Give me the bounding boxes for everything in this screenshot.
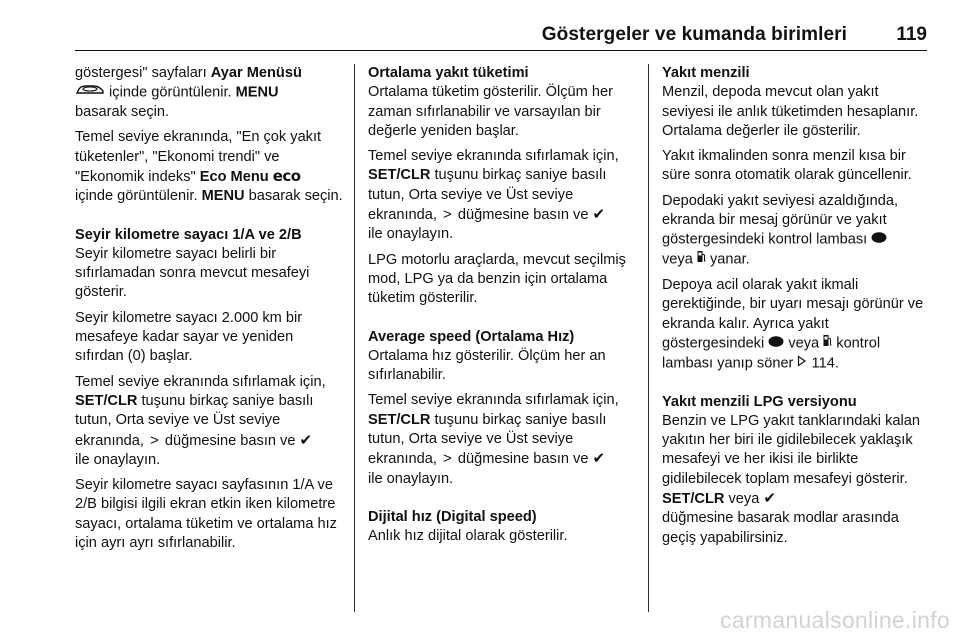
- paragraph-low-fuel: [662, 192, 932, 270]
- chevron-right-icon: >: [150, 431, 159, 449]
- text: ile onaylayın.: [368, 470, 454, 487]
- heading-trip-odometer: Seyir kilometre sayacı 1/A ve 2/B: [75, 226, 302, 243]
- watermark: carmanualsonline.info: [719, 607, 950, 633]
- checkmark-icon: ✔: [763, 490, 776, 507]
- fuel-pump-icon: [823, 334, 832, 353]
- heading-digital-speed: Dijital hız (Digital speed): [368, 508, 537, 525]
- paragraph-speed-reset: [368, 391, 636, 488]
- text: veya: [724, 491, 764, 507]
- set-clr-label: SET/CLR: [75, 392, 138, 409]
- text: Benzin ve LPG yakıt tanklarındaki kalan yakıtın her biri ile gidilebilecek yaklaşık mesafeyi ve her ikisi ile birlikte gidilebilecek toplam mesafeyi gösterir.: [662, 412, 920, 487]
- page-reference[interactable]: 114: [811, 355, 835, 372]
- text: basarak seçin.: [244, 188, 343, 205]
- column-1: [75, 64, 343, 559]
- paragraph-range-update: Yakıt ikmalinden sonra menzil kısa bir süre sonra otomatik olarak güncellenir.: [662, 148, 912, 184]
- column-divider-1: [354, 64, 355, 612]
- text: düğmesine basın ve: [160, 432, 300, 449]
- text: ile onaylayın.: [75, 451, 161, 468]
- fuel-warning-lamp-icon: [871, 230, 887, 249]
- text: tuşunu birkaç saniye basılı tutun, Orta seviye ve Üst seviye ekranında,: [75, 392, 314, 449]
- menu-key-label: MENU: [235, 84, 279, 101]
- text: Depoya acil olarak yakıt ikmali gerektiğinde, bir uyarı mesajı görünür ve ekranda kalır. Ayrıca yakıt göstergesindeki: [662, 277, 924, 352]
- eco-menu-label: Eco Menu: [199, 169, 273, 185]
- text: Temel seviye ekranında, "En çok yakıt tüketenler", "Ekonomi trendi" ve "Ekonomik indeks": [75, 129, 322, 185]
- paragraph-avg-lpg: LPG motorlu araçlarda, mevcut seçilmiş mod, LPG ya da benzin için ortalama tüketim gösterilir.: [368, 251, 626, 307]
- page-header: [75, 24, 927, 54]
- checkmark-icon: ✔: [592, 450, 606, 468]
- paragraph-menu-intro: [75, 64, 343, 122]
- text: düğmesine basarak modlar arasında geçiş yapabilirsiniz.: [662, 510, 899, 546]
- paragraph-trip-range: Seyir kilometre sayacı 2.000 km bir mesafeye kadar sayar ve yeniden sıfırdan (0) başlar.: [75, 309, 303, 365]
- text: .: [834, 355, 839, 372]
- set-clr-label: SET/CLR: [368, 411, 431, 428]
- text: göstergesi" sayfaları: [75, 65, 211, 81]
- paragraph-eco-menu: [75, 128, 343, 206]
- heading-fuel-range: Yakıt menzili: [662, 65, 750, 81]
- page-header-title: Göstergeler ve kumanda birimleri: [541, 24, 847, 45]
- checkmark-icon: ✔: [592, 206, 606, 224]
- text: içinde görüntülenir.: [105, 84, 236, 101]
- fuel-pump-icon: [697, 250, 706, 269]
- column-2: [368, 64, 636, 553]
- set-clr-label: SET/CLR: [368, 167, 431, 184]
- heading-fuel-range-lpg: Yakıt menzili LPG versiyonu: [662, 393, 857, 410]
- text: düğmesine basın ve: [453, 451, 593, 468]
- text: Depodaki yakıt seviyesi azaldığında, ekranda bir mesaj görünür ve yakıt göstergesindeki kontrol lambası: [662, 192, 899, 248]
- text: tuşunu birkaç saniye basılı tutun, Orta seviye ve Üst seviye ekranında,: [368, 411, 607, 468]
- paragraph-range-desc: Menzil, depoda mevcut olan yakıt seviyesi ile anlık tüketimden hesaplanır. Ortalama değerler ile gösterilir.: [662, 84, 919, 139]
- menu-key-label: MENU: [201, 188, 245, 205]
- text: düğmesine basın ve: [453, 207, 593, 224]
- page-number: 119: [896, 24, 927, 45]
- paragraph-trip-reset: [75, 373, 343, 470]
- paragraph-digital-desc: Anlık hız dijital olarak gösterilir.: [368, 528, 568, 545]
- text: Temel seviye ekranında sıfırlamak için,: [75, 373, 326, 390]
- page-reference-arrow-icon: [797, 354, 807, 373]
- paragraph-speed-desc: Ortalama hız gösterilir. Ölçüm her an sıfırlanabilir.: [368, 347, 606, 384]
- text: Temel seviye ekranında sıfırlamak için,: [368, 148, 619, 165]
- paragraph-lpg-desc: [662, 412, 932, 548]
- heading-average-speed: Average speed (Ortalama Hız): [368, 328, 575, 345]
- text: tuşunu birkaç saniye basılı tutun, Orta seviye ve Üst seviye ekranında,: [368, 167, 607, 224]
- paragraph-avg-reset: [368, 147, 636, 244]
- text: Temel seviye ekranında sıfırlamak için,: [368, 392, 619, 409]
- text: yanar.: [705, 251, 750, 268]
- paragraph-trip-desc: Seyir kilometre sayacı belirli bir sıfırlamadan sonra mevcut mesafeyi gösterir.: [75, 245, 310, 301]
- paragraph-fuel-urgent: [662, 276, 932, 374]
- checkmark-icon: ✔: [299, 431, 313, 449]
- header-divider: [75, 50, 927, 51]
- text: veya: [784, 335, 824, 352]
- eco-icon: eco: [272, 167, 301, 185]
- text: basarak seçin.: [75, 104, 170, 121]
- column-divider-2: [648, 64, 649, 612]
- text: ile onaylayın.: [368, 226, 454, 243]
- text: içinde görüntülenir.: [75, 188, 202, 205]
- text: veya: [662, 251, 697, 268]
- paragraph-avg-desc: Ortalama tüketim gösterilir. Ölçüm her zaman sıfırlanabilir ve varsayılan bir değerle yeniden başlar.: [368, 84, 613, 139]
- paragraph-trip-page: Seyir kilometre sayacı sayfasının 1/A ve 2/B bilgisi ilgili ekran etkin iken kilometre sayacı, ortalama tüketim ve ortalama hız için ayrı ayrı sıfırlanabilir.: [75, 477, 337, 552]
- column-3: [662, 64, 932, 554]
- set-clr-label: SET/CLR: [662, 491, 725, 507]
- settings-menu-label: Ayar Menüsü: [210, 65, 302, 81]
- car-icon: [75, 83, 105, 102]
- text: kontrol lambası yanıp söner: [662, 335, 881, 372]
- chevron-right-icon: >: [443, 206, 452, 224]
- chevron-right-icon: >: [443, 450, 452, 468]
- fuel-warning-lamp-icon: [768, 334, 784, 353]
- heading-average-consumption: Ortalama yakıt tüketimi: [368, 65, 529, 81]
